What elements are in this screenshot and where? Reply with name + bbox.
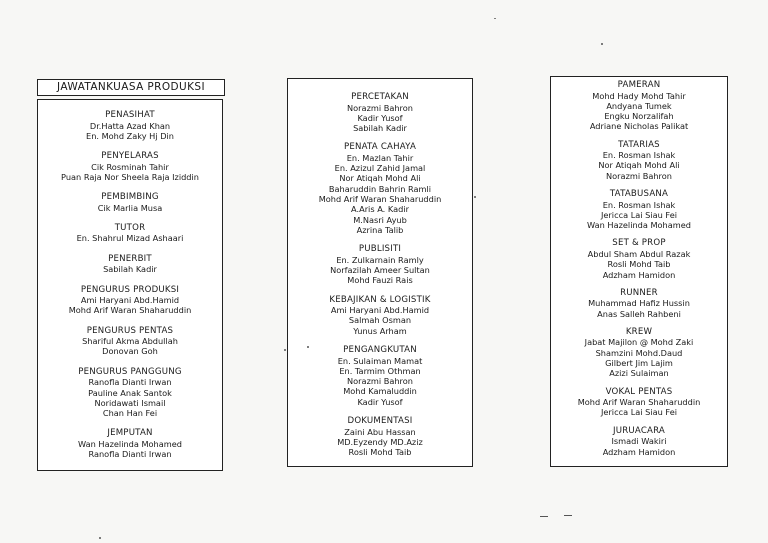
section-title: VOKAL PENTAS (605, 386, 673, 397)
member-name: MD.Eyzendy MD.Aziz (337, 436, 423, 447)
member-name: Chan Han Fei (102, 408, 158, 419)
member-name: En. Tarmim Othman (339, 365, 421, 376)
member-name: Wan Hazelinda Mohamed (78, 438, 182, 449)
section-title: JURUACARA (613, 425, 665, 436)
column-2 (287, 78, 473, 467)
committee-section (551, 238, 727, 279)
member-name: En. Shahrul Mizad Ashaari (76, 233, 184, 244)
member-name: Salmah Osman (348, 315, 412, 326)
section-title: PENGURUS PANGGUNG (78, 366, 182, 377)
member-name: En. Zulkarnain Ramly (336, 254, 424, 265)
member-name: Ami Haryani Abd.Hamid (80, 295, 180, 306)
committee-section (38, 254, 222, 275)
member-name: Azizi Sulaiman (609, 368, 669, 379)
section-title: DOKUMENTASI (347, 416, 413, 427)
committee-section (288, 92, 472, 133)
committee-section (551, 189, 727, 230)
member-name: Baharuddin Bahrin Ramli (328, 183, 432, 194)
member-name: Shariful Akma Abdullah (82, 336, 178, 347)
member-name: Ismadi Wakiri (611, 436, 667, 447)
committee-section (38, 223, 222, 244)
member-name: Mohd Fauzi Rais (347, 275, 413, 286)
section-title: RUNNER (620, 287, 658, 298)
committee-section (551, 80, 727, 132)
committee-section (38, 110, 222, 141)
member-name: M.Nasri Ayub (353, 214, 407, 225)
member-name: Adzham Hamidon (602, 446, 676, 457)
member-name: Yunus Arham (353, 325, 407, 336)
member-name: Anas Salleh Rahbeni (597, 308, 681, 319)
member-name: Shamzini Mohd.Daud (595, 347, 683, 358)
member-name: Abdul Sham Abdul Razak (587, 248, 691, 259)
member-name: Noridawati Ismail (94, 397, 166, 408)
committee-section (288, 244, 472, 285)
committee-section (38, 367, 222, 419)
committee-section (38, 428, 222, 459)
committee-section (38, 151, 222, 182)
committee-section (551, 140, 727, 181)
page-title: JAWATANKUASA PRODUKSI (37, 79, 225, 96)
section-title: TATARIAS (618, 139, 660, 150)
member-name: Gilbert Jim Lajim (605, 358, 673, 369)
section-title: SET & PROP (612, 238, 666, 249)
member-name: Wan Hazelinda Mohamed (587, 220, 691, 231)
member-name: Kadir Yusof (357, 396, 403, 407)
member-name: Rosli Mohd Taib (607, 259, 671, 270)
member-name: Mohd Arif Waran Shaharuddin (577, 397, 701, 408)
member-name: En. Sulaiman Mamat (337, 355, 423, 366)
member-name: Zaini Abu Hassan (344, 426, 416, 437)
section-title: PENERBIT (108, 253, 152, 264)
section-title: TATABUSANA (609, 189, 669, 200)
member-name: Norazmi Bahron (347, 102, 413, 113)
member-name: Sabilah Kadir (103, 264, 157, 275)
section-title: JEMPUTAN (107, 428, 153, 439)
member-name: Dr.Hatta Azad Khan (89, 120, 171, 131)
section-title: PENGURUS PRODUKSI (80, 284, 180, 295)
committee-section (38, 285, 222, 316)
member-name: Ranofla Dianti Irwan (88, 377, 172, 388)
member-name: Ami Haryani Abd.Hamid (330, 305, 430, 316)
member-name: Kadir Yusof (357, 112, 403, 123)
member-name: Adriane Nicholas Palikat (589, 121, 689, 132)
column-3 (550, 76, 728, 467)
member-name: Cik Rosminah Tahir (91, 161, 169, 172)
member-name: Mohd Hady Mohd Tahir (592, 90, 686, 101)
committee-section (551, 387, 727, 418)
member-name: En. Rosman Ishak (602, 199, 676, 210)
member-name: Muhammad Hafiz Hussin (588, 298, 690, 309)
member-name: Jericca Lai Siau Fei (600, 209, 678, 220)
member-name: A.Aris A. Kadir (351, 204, 409, 215)
section-title: PAMERAN (617, 80, 661, 90)
member-name: Donovan Goh (102, 346, 158, 357)
section-title: TUTOR (114, 222, 146, 233)
section-title: PENASIHAT (105, 110, 155, 120)
committee-section (288, 295, 472, 336)
committee-section (288, 345, 472, 407)
member-name: Ranofla Dianti Irwan (88, 449, 172, 460)
committee-section (288, 142, 472, 235)
member-name: Mohd Arif Waran Shaharuddin (318, 194, 442, 205)
member-name: Jericca Lai Siau Fei (600, 407, 678, 418)
member-name: Jabat Majilon @ Mohd Zaki (584, 337, 694, 348)
section-title: PEMBIMBING (101, 192, 159, 203)
committee-section (551, 327, 727, 379)
member-name: Adzham Hamidon (602, 269, 676, 280)
member-name: Rosli Mohd Taib (348, 447, 412, 458)
member-name: Azrina Talib (356, 224, 404, 235)
section-title: PERCETAKAN (351, 92, 409, 102)
member-name: Andyana Tumek (606, 100, 672, 111)
section-title: KEBAJIKAN & LOGISTIK (329, 294, 431, 305)
member-name: En. Mohd Zaky Hj Din (86, 130, 174, 141)
member-name: Nor Atiqah Mohd Ali (339, 173, 421, 184)
member-name: Norazmi Bahron (606, 170, 672, 181)
committee-section (551, 288, 727, 319)
section-title: PENGURUS PENTAS (86, 325, 174, 336)
member-name: Puan Raja Nor Sheela Raja Iziddin (61, 171, 199, 182)
committee-section (38, 192, 222, 213)
committee-section (38, 326, 222, 357)
member-name: En. Mazlan Tahir (346, 152, 414, 163)
column-1 (37, 99, 223, 471)
member-name: Sabilah Kadir (353, 123, 407, 134)
committee-section (288, 416, 472, 457)
member-name: Mohd Arif Waran Shaharuddin (68, 305, 192, 316)
section-title: KREW (625, 326, 653, 337)
section-title: PUBLISITI (358, 244, 402, 255)
member-name: Mohd Kamaluddin (343, 386, 417, 397)
member-name: Pauline Anak Santok (88, 387, 172, 398)
section-title: PENGANGKUTAN (343, 345, 417, 356)
committee-section (551, 426, 727, 457)
member-name: En. Azizul Zahid Jamal (334, 163, 426, 174)
member-name: Norfazilah Ameer Sultan (330, 265, 430, 276)
section-title: PENYELARAS (101, 151, 159, 162)
member-name: Norazmi Bahron (347, 376, 413, 387)
member-name: Cik Marlia Musa (97, 202, 163, 213)
member-name: En. Rosman Ishak (602, 150, 676, 161)
section-title: PENATA CAHAYA (343, 142, 417, 153)
member-name: Engku Norzalifah (604, 111, 674, 122)
member-name: Nor Atiqah Mohd Ali (598, 160, 680, 171)
